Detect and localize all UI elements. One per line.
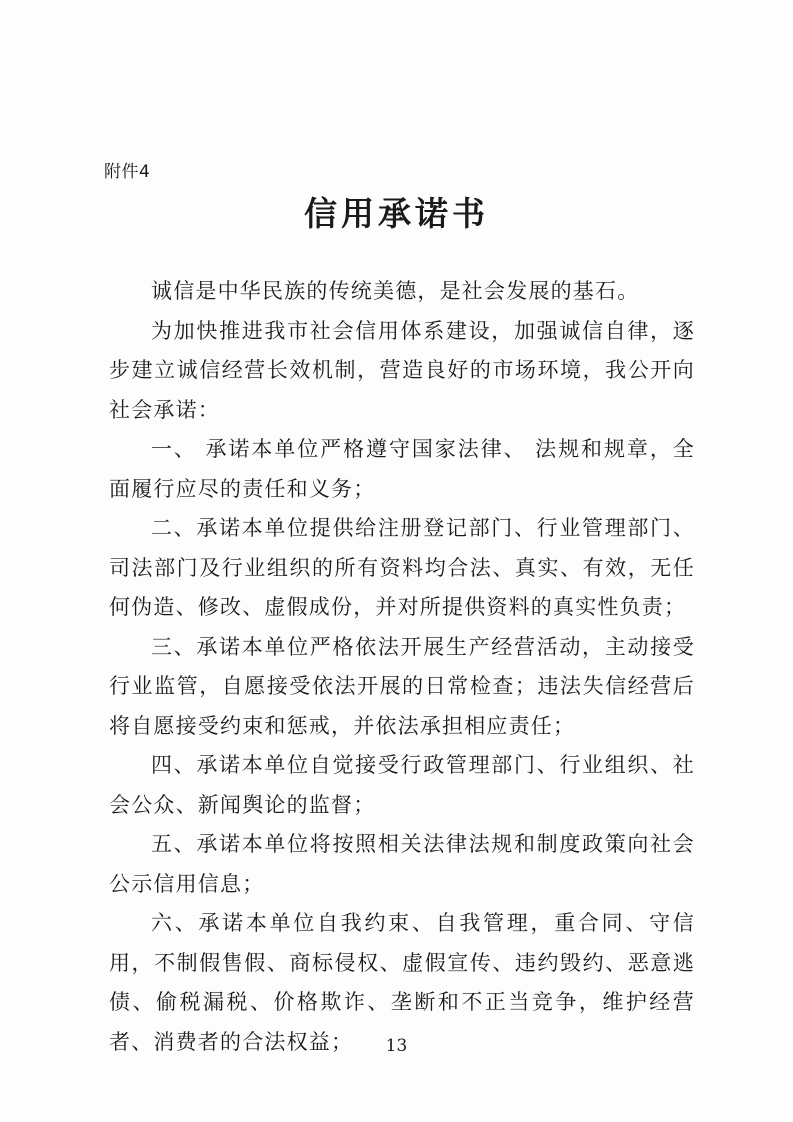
paragraph-intro: 诚信是中华民族的传统美德，是社会发展的基石。	[151, 279, 640, 303]
document-body	[109, 272, 695, 1062]
paragraph-commitment-1: 一、 承诺本单位严格遵守国家法律、 法规和规章，全面履行应尽的责任和义务；	[109, 437, 695, 501]
paragraph-commitment-6: 六、承诺本单位自我约束、自我管理，重合同、守信用，不制假售假、商标侵权、虚假宣传、违约毁约、恶意逃债、偷税漏税、价格欺诈、垄断和不正当竞争，维护经营者、消费者的合法权益；	[109, 911, 695, 1054]
paragraph-commitment-5: 五、承诺本单位将按照相关法律法规和制度政策向社会公示信用信息；	[109, 832, 695, 896]
attachment-label: 附件4	[104, 162, 151, 182]
document-title: 信用承诺书	[304, 194, 489, 233]
paragraph-commitment-4: 四、承诺本单位自觉接受行政管理部门、行业组织、社会公众、新闻舆论的监督；	[109, 753, 695, 817]
paragraph-commitment-3: 三、承诺本单位严格依法开展生产经营活动，主动接受行业监管，自愿接受依法开展的日常检查；违法失信经营后将自愿接受约束和惩戒，并依法承担相应责任；	[109, 634, 695, 738]
page-number: 13	[385, 1036, 408, 1056]
paragraph-purpose: 为加快推进我市社会信用体系建设，加强诚信自律，逐步建立诚信经营长效机制，营造良好的市场环境，我公开向社会承诺：	[109, 318, 695, 422]
paragraph-commitment-2: 二、承诺本单位提供给注册登记部门、行业管理部门、司法部门及行业组织的所有资料均合法、真实、有效，无任何伪造、修改、虚假成份，并对所提供资料的真实性负责；	[109, 516, 695, 619]
